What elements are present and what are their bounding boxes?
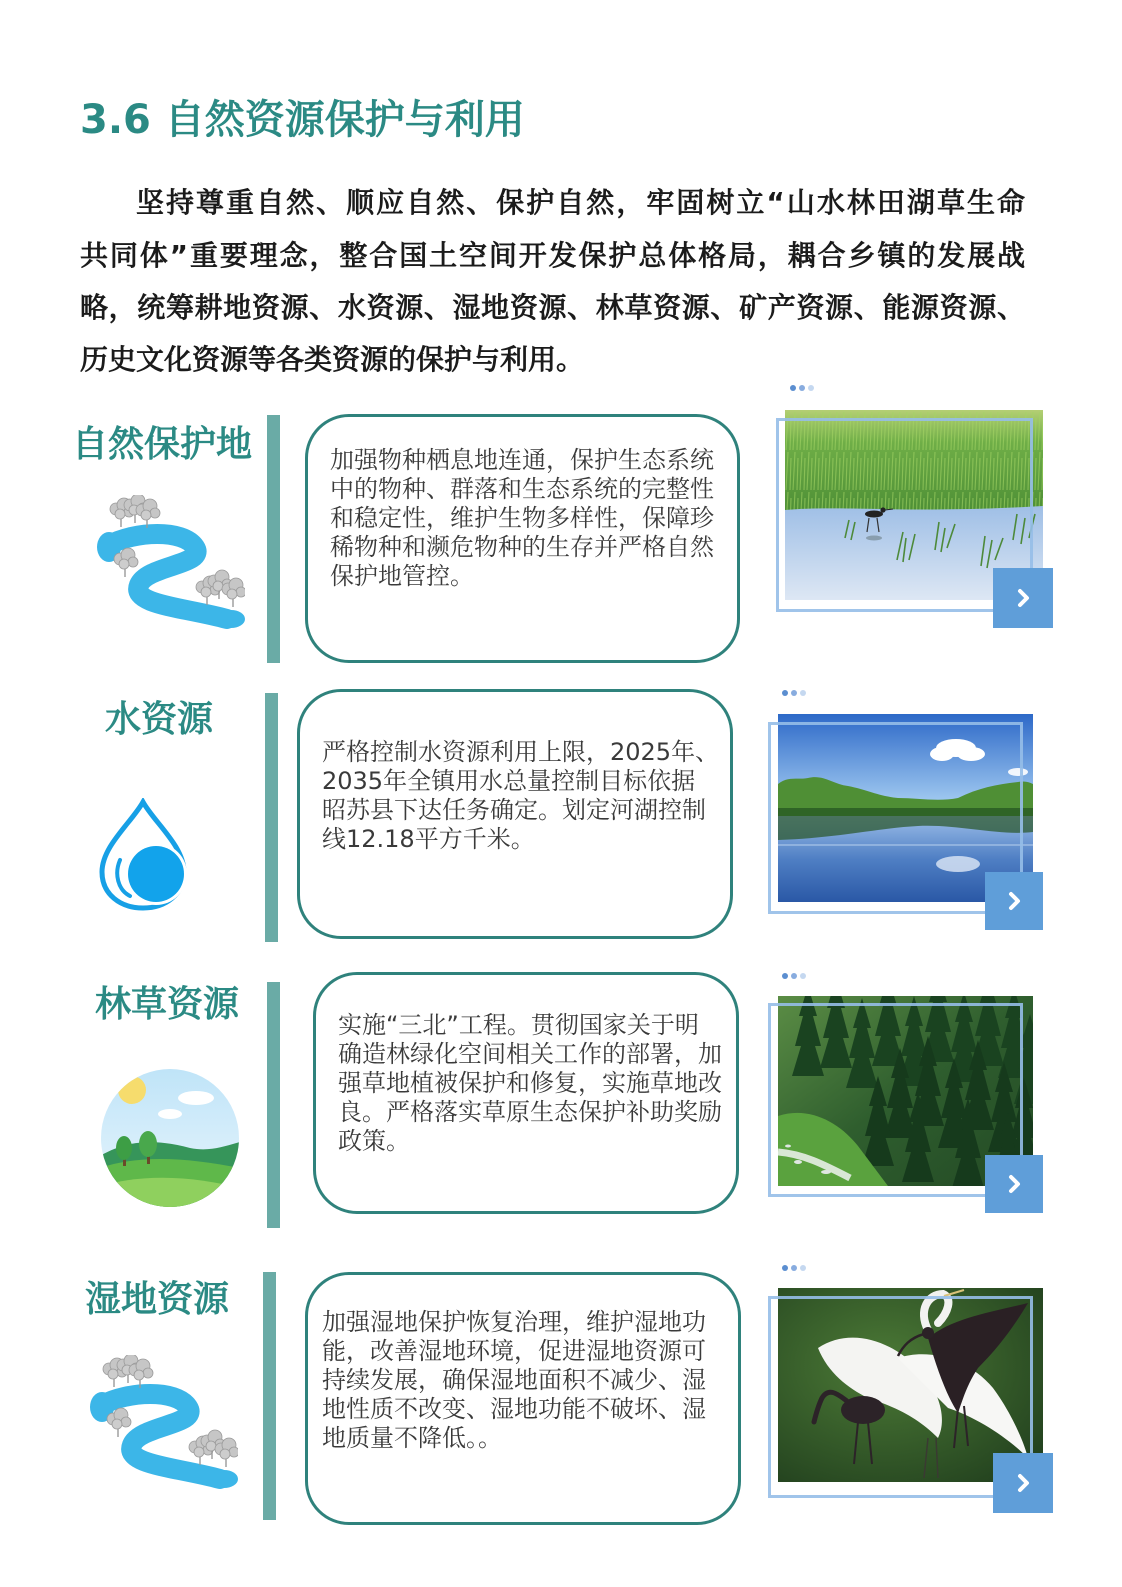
description-line: 实施“三北”工程。贯彻国家关于明 (338, 1011, 699, 1039)
pager-dot (791, 1265, 797, 1271)
pager-dot (800, 690, 806, 696)
pager-dots (782, 973, 806, 979)
pager-dots (782, 690, 806, 696)
pager-dot (799, 385, 805, 391)
pager-dot (791, 973, 797, 979)
description-line: 线12.18平方千米。 (322, 825, 535, 853)
pager-dot (790, 385, 796, 391)
river-trees-icon (95, 495, 245, 630)
description-text (322, 738, 719, 854)
chevron-right-icon (1012, 1472, 1034, 1494)
description-line: 稀物种和濒危物种的生存并严格自然 (330, 533, 714, 561)
intro-line-text: 坚持尊重自然、顺应自然、保护自然，牢固树立“山水林田湖草生命 (136, 186, 1028, 219)
water-drop-icon (96, 798, 190, 912)
intro-line-1 (136, 185, 1028, 221)
accent-bar (267, 415, 280, 663)
description-line: 和稳定性，维护生物多样性，保障珍 (330, 504, 714, 532)
description-line: 地性质不改变、湿地功能不破坏、湿 (322, 1395, 706, 1423)
page-title: 3.6 自然资源保护与利用 (80, 97, 525, 143)
pager-dot (782, 690, 788, 696)
intro-line-2 (80, 238, 1025, 274)
section-heading: 林草资源 (95, 984, 240, 1025)
pager-dot (800, 1265, 806, 1271)
intro-line-text: 略，统筹耕地资源、水资源、湿地资源、林草资源、矿产资源、能源资源、 (80, 291, 1026, 324)
description-text (330, 446, 714, 591)
description-line: 昭苏县下达任务确定。划定河湖控制 (322, 796, 706, 824)
pager-dot (800, 973, 806, 979)
chevron-right-icon (1012, 587, 1034, 609)
pager-dot (791, 690, 797, 696)
chevron-right-icon (1003, 890, 1025, 912)
pager-dots (790, 385, 814, 391)
next-arrow-button[interactable] (993, 1453, 1053, 1513)
description-line: 政策。 (338, 1127, 410, 1155)
description-line: 严格控制水资源利用上限，2025年、 (322, 738, 720, 766)
description-line: 持续发展，确保湿地面积不减少、湿 (322, 1366, 706, 1394)
description-line: 加强物种栖息地连通，保护生态系统 (330, 446, 714, 474)
description-line: 地质量不降低。。 (322, 1424, 502, 1452)
description-line: 强草地植被保护和修复，实施草地改 (338, 1069, 722, 1097)
accent-bar (267, 982, 280, 1228)
pager-dot (808, 385, 814, 391)
description-line: 加强湿地保护恢复治理，维护湿地功 (322, 1308, 706, 1336)
description-line: 确造林绿化空间相关工作的部署，加 (338, 1040, 722, 1068)
pager-dot (782, 1265, 788, 1271)
section-heading: 水资源 (105, 699, 214, 740)
intro-line-4 (80, 342, 584, 378)
description-line: 良。严格落实草原生态保护补助奖励 (338, 1098, 722, 1126)
accent-bar (263, 1272, 276, 1520)
chevron-right-icon (1003, 1173, 1025, 1195)
description-line: 保护地管控。 (330, 562, 474, 590)
intro-line-3 (80, 290, 1025, 326)
section-heading: 湿地资源 (85, 1279, 230, 1320)
pager-dot (782, 973, 788, 979)
description-text (322, 1308, 706, 1453)
next-arrow-button[interactable] (993, 568, 1053, 628)
landscape-circle-icon (100, 1068, 240, 1208)
description-line: 中的物种、群落和生态系统的完整性 (330, 475, 714, 503)
next-arrow-button[interactable] (985, 872, 1043, 930)
description-text (338, 1011, 722, 1156)
description-line: 2035年全镇用水总量控制目标依据 (322, 767, 696, 795)
next-arrow-button[interactable] (985, 1155, 1043, 1213)
accent-bar (265, 693, 278, 942)
intro-line-text: 历史文化资源等各类资源的保护与利用。 (80, 343, 585, 376)
section-heading: 自然保护地 (72, 424, 253, 465)
intro-line-text: 共同体”重要理念，整合国土空间开发保护总体格局，耦合乡镇的发展战 (80, 239, 1027, 272)
river-trees-icon (88, 1355, 238, 1490)
description-line: 能，改善湿地环境，促进湿地资源可 (322, 1337, 706, 1365)
pager-dots (782, 1265, 806, 1271)
